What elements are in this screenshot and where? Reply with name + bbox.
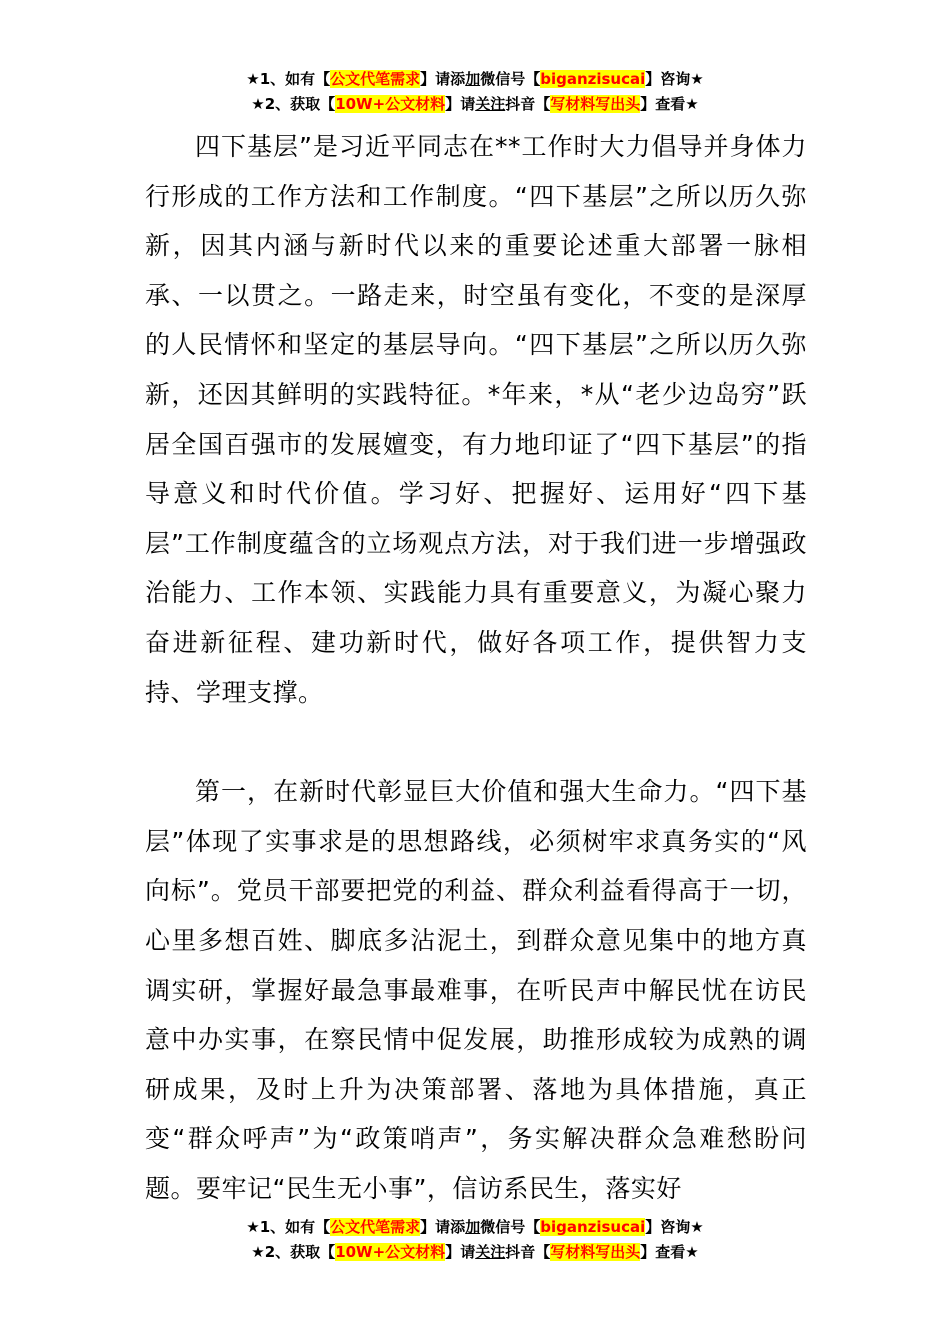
promo-emphasis: 关注: [475, 95, 506, 113]
promo-text: 】请添: [420, 70, 466, 88]
promo-text: ★1、如有【: [246, 70, 331, 88]
promo-highlight: 10W+公文材料: [335, 95, 446, 113]
promo-line-2: [0, 92, 950, 117]
paragraph-spacer: [145, 717, 807, 767]
promo-text: 】查看★: [640, 95, 699, 113]
promo-line-1: [0, 1215, 950, 1240]
promo-wechat-id: biganzisucai: [540, 70, 646, 88]
promo-text: 】查看★: [640, 1243, 699, 1261]
promo-text: ★2、获取【: [251, 95, 336, 113]
promo-text: 抖音【: [505, 95, 551, 113]
promo-text: 】请添: [420, 1218, 466, 1236]
promo-text: 】请: [445, 95, 476, 113]
promo-text: 抖音【: [505, 1243, 551, 1261]
promo-text: 微信号【: [480, 1218, 541, 1236]
promo-text: 】请: [445, 1243, 476, 1261]
promo-emphasis: 加: [465, 70, 481, 88]
promo-highlight: 10W+公文材料: [335, 1243, 446, 1261]
promo-douyin-account: 写材料写出头: [550, 1243, 641, 1261]
promo-text: 微信号【: [480, 70, 541, 88]
paragraph-intro: 四下基层”是习近平同志在**工作时大力倡导并身体力行形成的工作方法和工作制度。“四下基层”之所以历久弥新，因其内涵与新时代以来的重要论述重大部署一脉相承、一以贯之。一路走来，时空虽有变化，不变的是深厚的人民情怀和坚定的基层导向。“四下基层”之所以历久弥新，还因其鲜明的实践特征。*年来，*从“老少边岛穷”跃居全国百强市的发展嬗变，有力地印证了“四下基层”的指导意义和时代价值。学习好、把握好、运用好“四下基层”工作制度蕴含的立场观点方法，对于我们进一步增强政治能力、工作本领、实践能力具有重要意义，为凝心聚力奋进新征程、建功新时代，做好各项工作，提供智力支持、学理支撑。: [145, 132, 807, 707]
promo-emphasis: 关注: [475, 1243, 506, 1261]
promo-emphasis: 加: [465, 1218, 481, 1236]
promo-text: ★1、如有【: [246, 1218, 331, 1236]
promo-text: ★2、获取【: [251, 1243, 336, 1261]
promo-text: 】咨询★: [645, 1218, 704, 1236]
promo-douyin-account: 写材料写出头: [550, 95, 641, 113]
article-body: [145, 122, 807, 1213]
promo-line-2: [0, 1240, 950, 1265]
paragraph-first-point: 第一，在新时代彰显巨大价值和强大生命力。“四下基层”体现了实事求是的思想路线，必须树牢求真务实的“风向标”。党员干部要把党的利益、群众利益看得高于一切，心里多想百姓、脚底多沾泥土，到群众意见集中的地方真调实研，掌握好最急事最难事，在听民声中解民忧在访民意中办实事，在察民情中促发展，助推形成较为成熟的调研成果，及时上升为决策部署、落地为具体措施，真正变“群众呼声”为“政策哨声”，务实解决群众急难愁盼问题。要牢记“民生无小事”，信访系民生，落实好: [145, 777, 807, 1203]
promo-line-1: [0, 67, 950, 92]
promo-highlight: 公文代笔需求: [330, 70, 421, 88]
promo-text: 】咨询★: [645, 70, 704, 88]
bottom-promo-banner: [0, 1215, 950, 1265]
promo-wechat-id: biganzisucai: [540, 1218, 646, 1236]
top-promo-banner: [0, 67, 950, 117]
promo-highlight: 公文代笔需求: [330, 1218, 421, 1236]
